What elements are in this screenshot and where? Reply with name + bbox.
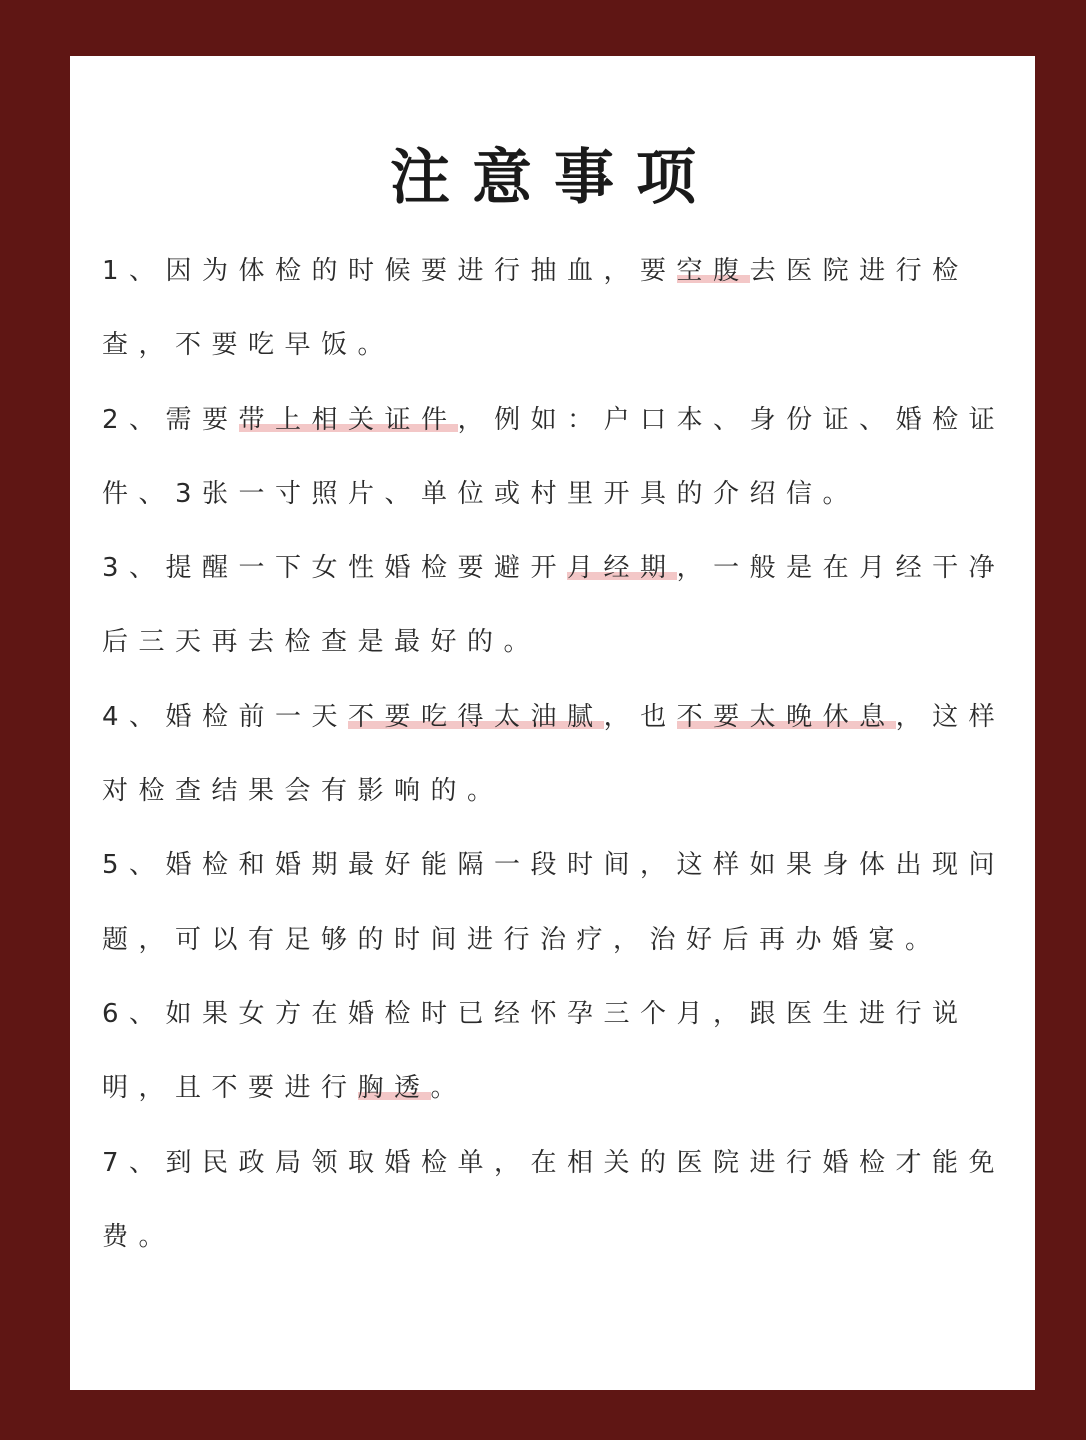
note-text: ，也 bbox=[603, 701, 677, 732]
highlighted-text: 不要太晚休息 bbox=[676, 701, 896, 732]
highlighted-text: 不要吃得太油腻 bbox=[348, 701, 604, 732]
note-text: 2、需要 bbox=[102, 404, 239, 435]
note-text: 去医院进行检查，不要吃早饭。 bbox=[102, 256, 969, 361]
note-item-5 bbox=[102, 828, 1008, 977]
note-text: 1、因为体检的时候要进行抽血，要 bbox=[102, 256, 677, 286]
note-item-4 bbox=[102, 680, 1008, 829]
note-item-2 bbox=[102, 383, 1008, 532]
note-text: ，一般是在月经干净后三天再去检查是最好的。 bbox=[102, 553, 1006, 658]
highlighted-text: 胸透 bbox=[357, 1073, 431, 1104]
note-text: 4、婚检前一天 bbox=[102, 701, 349, 732]
note-item-1 bbox=[102, 234, 1008, 383]
note-text: 7、到民政局领取婚检单，在相关的医院进行婚检才能免费。 bbox=[102, 1147, 1006, 1252]
page-title: 注意事项 bbox=[390, 143, 718, 214]
note-item-6 bbox=[102, 977, 1008, 1126]
note-text: 5、婚检和婚期最好能隔一段时间，这样如果身体出现问题，可以有足够的时间进行治疗，治好后再办婚宴。 bbox=[102, 850, 1006, 955]
notes-list bbox=[102, 234, 1008, 1274]
note-text: ，例如：户口本、身份证、婚检证件、3张一寸照片、单位或村里开具的介绍信。 bbox=[102, 404, 1006, 509]
note-text: 。 bbox=[430, 1073, 468, 1104]
note-text: 6、如果女方在婚检时已经怀孕三个月，跟医生进行说明，且不要进行 bbox=[102, 998, 969, 1104]
note-text: 3、提醒一下女性婚检要避开 bbox=[102, 553, 568, 584]
highlighted-text: 空腹 bbox=[676, 256, 750, 286]
note-item-7 bbox=[102, 1126, 1008, 1275]
note-text: ，这样对检查结果会有影响的。 bbox=[102, 701, 1006, 807]
highlighted-text: 月经期 bbox=[567, 553, 677, 584]
highlighted-text: 带上相关证件 bbox=[238, 404, 458, 435]
note-item-3 bbox=[102, 531, 1008, 680]
